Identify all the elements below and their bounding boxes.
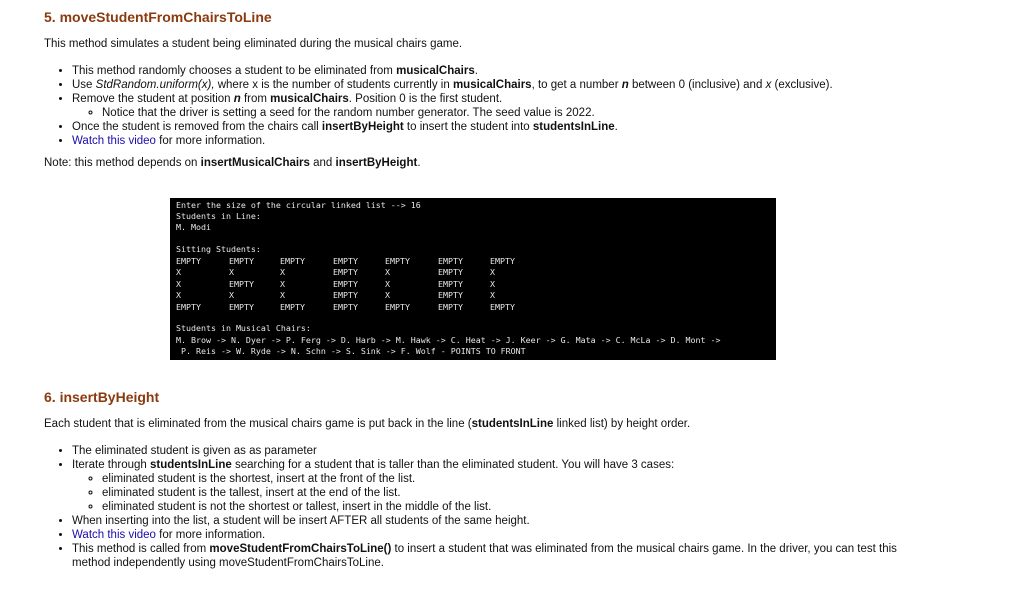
list-item: • The eliminated student is given as as parameter	[72, 444, 932, 458]
seat-cell: X	[490, 278, 495, 289]
variable-x: x	[765, 79, 772, 91]
watch-video-link[interactable]: Watch this video	[72, 135, 156, 147]
bold-term: moveStudentFromChairsToLine()	[209, 543, 392, 555]
terminal-screenshot	[170, 198, 776, 360]
text: , to get a number	[531, 79, 622, 91]
bold-term: studentsInLine	[532, 121, 615, 133]
text: .	[614, 121, 618, 133]
text: from	[240, 93, 271, 105]
terminal-line: P. Reis -> W. Ryde -> N. Schn -> S. Sink -> F. Wolf - POINTS TO FRONT	[176, 346, 526, 356]
section-5-heading: 5. moveStudentFromChairsToLine	[44, 9, 272, 25]
text: for more information.	[155, 135, 266, 147]
seat-cell: EMPTY	[176, 301, 201, 312]
text: This method is called from	[72, 543, 210, 555]
terminal-line: Sitting Students:	[176, 244, 261, 254]
bold-term: insertMusicalChairs	[200, 157, 310, 169]
bold-term: musicalChairs	[396, 65, 475, 77]
text: linked list) by height order.	[553, 418, 691, 430]
seat-cell: EMPTY	[333, 278, 358, 289]
section-5-note	[44, 157, 421, 169]
seat-cell: EMPTY	[229, 301, 254, 312]
seat-cell: EMPTY	[438, 256, 463, 266]
watch-video-link[interactable]: Watch this video	[72, 529, 156, 541]
bold-term: musicalChairs	[452, 79, 532, 91]
seat-cell: X	[490, 290, 495, 301]
text: for more information.	[155, 529, 266, 541]
sub-list-item: ◦ eliminated student is not the shortest or tallest, insert in the middle of the list.	[102, 500, 932, 514]
seat-cell: X	[385, 267, 390, 278]
seat-cell: EMPTY	[490, 301, 515, 312]
seat-cell: X	[280, 290, 285, 301]
seat-cell: EMPTY	[280, 256, 305, 266]
text: .	[474, 65, 478, 77]
seat-cell: EMPTY	[385, 256, 410, 266]
seat-cell: X	[176, 290, 181, 301]
text: Note: this method depends on	[44, 157, 201, 169]
text: to insert a student that was eliminated from the musical chairs game. In the driver, you can test this method independently using moveStudentFromChairsToLine.	[72, 543, 897, 569]
seat-cell: X	[176, 278, 181, 289]
terminal-line: M. Brow -> N. Dyer -> P. Ferg -> D. Harb -> M. Hawk -> C. Heat -> J. Keer -> G. Mata -> C. McLa -> D. Mont ->	[176, 335, 721, 345]
terminal-line: Students in Musical Chairs:	[176, 323, 311, 333]
seat-cell: EMPTY	[229, 278, 254, 289]
seat-cell: EMPTY	[438, 290, 463, 301]
sub-list-item: ◦ eliminated student is the shortest, insert at the front of the list.	[102, 472, 932, 486]
seat-cell: X	[280, 278, 285, 289]
text: (exclusive).	[771, 79, 833, 91]
seat-cell: EMPTY	[333, 267, 358, 278]
text: Once the student is removed from the chairs call	[72, 121, 322, 133]
section-6-heading: 6. insertByHeight	[44, 389, 160, 405]
seat-cell: EMPTY	[280, 301, 305, 312]
text: This method randomly chooses a student to be eliminated from	[72, 65, 397, 77]
seat-cell: EMPTY	[438, 278, 463, 289]
code-term: StdRandom.uniform(x),	[95, 79, 215, 91]
variable-n: n	[621, 79, 629, 91]
sub-list-item: ◦ eliminated student is the tallest, insert at the end of the list.	[102, 486, 932, 500]
terminal-line: Students in Line:	[176, 211, 261, 221]
seat-cell: X	[385, 278, 390, 289]
bold-term: insertByHeight	[335, 157, 418, 169]
text: . Position 0 is the first student.	[348, 93, 503, 105]
variable-n: n	[233, 93, 241, 105]
seat-cell: EMPTY	[229, 256, 254, 266]
sub-list-item: ◦ Notice that the driver is setting a seed for the random number generator. The seed value is 2022.	[102, 106, 972, 120]
bold-term: studentsInLine	[150, 459, 232, 471]
seat-cell: X	[280, 267, 285, 278]
list-item: • When inserting into the list, a student will be insert AFTER all students of the same height.	[72, 514, 932, 528]
bold-term: studentsInLine	[471, 418, 554, 430]
seat-cell: X	[490, 267, 495, 278]
seat-cell: EMPTY	[385, 301, 410, 312]
list-item	[72, 92, 972, 120]
seat-cell: X	[385, 290, 390, 301]
list-item	[72, 542, 932, 570]
text: Use	[72, 79, 96, 91]
sub-list	[72, 472, 932, 514]
seat-cell: EMPTY	[333, 301, 358, 312]
terminal-line: M. Modi	[176, 222, 211, 232]
list-item	[72, 78, 972, 92]
section-6-intro	[44, 418, 690, 430]
text: where x is the number of students currently in	[214, 79, 453, 91]
section-5-list	[44, 64, 972, 148]
seat-cell: EMPTY	[333, 290, 358, 301]
sub-list	[72, 106, 972, 120]
seat-cell: EMPTY	[490, 256, 515, 266]
seat-cell: EMPTY	[176, 256, 201, 266]
text: to insert the student into	[403, 121, 533, 133]
text: Iterate through	[72, 459, 150, 471]
text: .	[417, 157, 421, 169]
list-item	[72, 120, 972, 134]
text: searching for a student that is taller than the eliminated student. You will have 3 cases:	[231, 459, 675, 471]
text: and	[309, 157, 336, 169]
list-item	[72, 528, 932, 542]
list-item	[72, 64, 972, 78]
seat-cell: X	[229, 267, 234, 278]
bold-term: musicalChairs	[270, 93, 349, 105]
seat-cell: X	[229, 290, 234, 301]
list-item	[72, 134, 972, 148]
text: between 0 (inclusive) and	[628, 79, 766, 91]
section-5-intro: This method simulates a student being eliminated during the musical chairs game.	[44, 38, 463, 50]
seat-cell: X	[176, 267, 181, 278]
list-item	[72, 458, 932, 514]
seat-cell: EMPTY	[438, 267, 463, 278]
seat-cell: EMPTY	[438, 301, 463, 312]
text: Each student that is eliminated from the musical chairs game is put back in the line (	[44, 418, 472, 430]
seat-cell: EMPTY	[333, 256, 358, 266]
bold-term: insertByHeight	[321, 121, 404, 133]
text: Remove the student at position	[72, 93, 234, 105]
section-6-list	[44, 444, 932, 570]
terminal-line: Enter the size of the circular linked list --> 16	[176, 200, 421, 210]
